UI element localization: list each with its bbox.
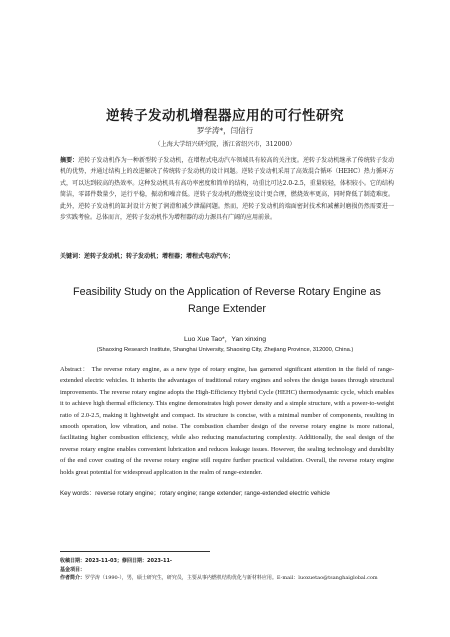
footnote-author-bio <box>60 574 400 583</box>
english-authors: Luo Xue Tao*，Yan xinxing <box>183 336 267 343</box>
chinese-abstract <box>60 155 394 223</box>
english-abstract-label: Abstract： <box>60 366 90 373</box>
footnote-fund: 基金项目： <box>60 566 86 573</box>
chinese-title: 逆转子发动机增程器应用的可行性研究 <box>106 108 344 124</box>
english-abstract <box>60 364 394 478</box>
english-abstract-text: The reverse rotary engine, as a new type of rotary engine, has garnered significant attention in the field of range-extended electric vehicles. It inherits the advantages of traditional rotary engines and solves the design issues through structural improvements. The reverse rotary engine adopts the High-Efficiency Hybrid Cycle (HEHC) thermodynamic cycle, which enables it to achieve high thermal efficiency. This engine demonstrates high power density and a simple structure, with a power-to-weight ratio of 2.0-2.5, making it lightweight and compact. Its structure is concise, with a minimal number of components, resulting in smooth operation, low vibration, and noise. The combustion chamber design of the reverse rotary engine is more rational, facilitating higher combustion efficiency, while also reducing manufacturing complexity. Additionally, the seal design of the reverse rotary engine enables convenient lubrication and reduces leakage issues. However, the sealing technology and durability of the end cover coating of the reverse rotary engine still require further practical validation. Overall, the reverse rotary engine holds great potential for widespread application in the realm of range-extender. <box>60 366 394 476</box>
chinese-abstract-text: 逆转子发动机作为一种新型转子发动机，在增程式电动汽车领域具有较高的关注度。逆转子发动机继承了传统转子发动机的优势，并通过结构上的改进解决了传统转子发动机的设计问题。逆转子发动机采用了高效混合循环（HEHC）热力循环方式，可以达到较高的热效率。这种发动机具有高功率密度和简单的结构，功重比可达2.0-2.5，重量较轻，体积较小。它的结构简洁，零部件数量少，运行平稳，振动和噪音低。逆转子发动机的燃烧室设计更合理，燃烧效率更高，同时降低了制造难度。此外，逆转子发动机的缸封设计方便了润滑和减少泄漏问题。然而，逆转子发动机的端面密封技术和减蓄封磨损仍然需要进一步实践考验。总体而言，逆转子发动机作为增程器的动力源具有广阔的应用前景。 <box>60 157 394 222</box>
chinese-keywords: 关键词：逆转子发动机；转子发动机；增程器；增程式电动汽车； <box>60 253 235 260</box>
chinese-affiliation: （上海大学绍兴研究院，浙江省绍兴市，312000） <box>154 141 296 148</box>
english-title: Feasibility Study on the Application of Reverse Rotary Engine as Range Extender <box>73 286 381 315</box>
footnote-dates: 收稿日期：2023-11-03；修回日期：2023-11- <box>60 558 173 564</box>
footnote-divider <box>60 551 210 552</box>
english-affiliation: (Shaoxing Research Institute, Shanghai University, Shaoxing City, Zhejiang Province, 312000, China.) <box>96 347 354 353</box>
footnote-author-text: 罗学涛（1990-），男，硕士研究生，研究员，主要从事内燃机结构优化与新材料应用。E-mail：luoxuetao@tsanghaiglobal.com <box>85 575 378 582</box>
chinese-abstract-label: 摘要： <box>60 157 79 164</box>
english-keywords-text: ：reverse rotary engine；rotary engine; range extender; range-extended electric vehicle <box>88 490 330 497</box>
english-keywords-label: Key words <box>60 490 89 497</box>
chinese-authors: 罗学涛*，闫信行 <box>196 126 254 135</box>
footnotes <box>60 557 400 583</box>
english-keywords <box>60 488 394 497</box>
footnote-author-label: 作者简介： <box>60 575 86 582</box>
